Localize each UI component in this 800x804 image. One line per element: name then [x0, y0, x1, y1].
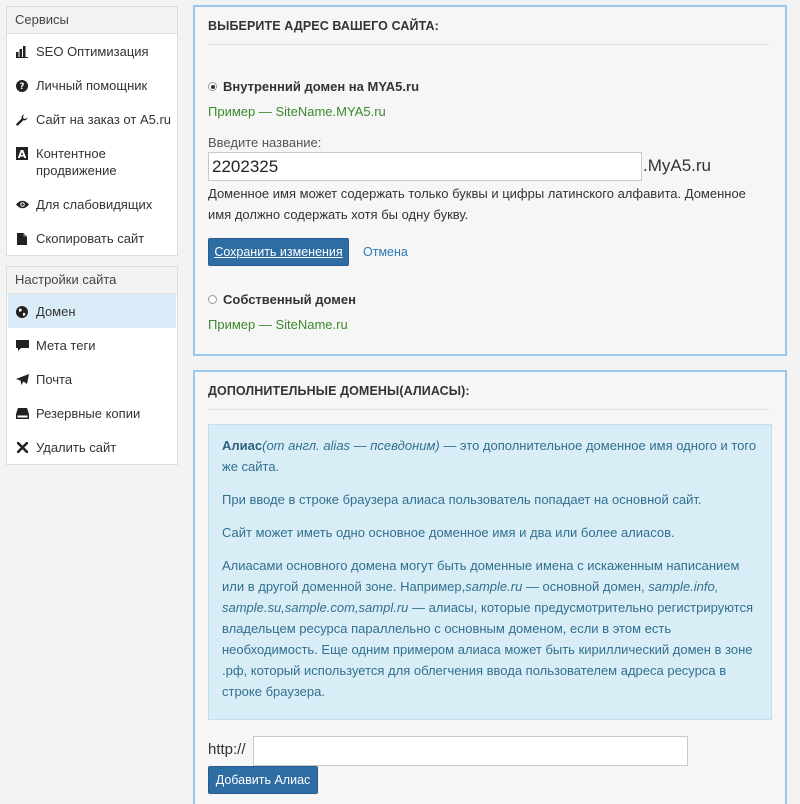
sidebar-item-content-promo[interactable]	[7, 136, 177, 187]
sidebar-item-meta-tags[interactable]	[7, 328, 177, 362]
svg-text:A: A	[17, 148, 27, 160]
alias-examples: Алиасами основного домена могут быть доменные имена с искаженным написанием или в другой доменной зоне. Например,sample.ru — основной домен, sample.info, sample.su,sample.com,sampl.ru — алиасы, которые предусмотрительно регистрируются владельцем ресурса параллельно с основным доменом, если в этом есть необходимость. Еще одним примером алиаса может быть кириллический домен в зоне .рф, который используется для облегчения ввода пользователем адреса ресурса в строке браузера.	[222, 558, 754, 699]
send-icon	[15, 371, 29, 388]
hdd-icon	[15, 405, 29, 422]
sidebar-item-label: SEO Оптимизация	[36, 44, 149, 59]
domain-name-label: Введите название:	[208, 135, 322, 150]
internal-domain-option[interactable]	[208, 79, 419, 94]
sidebar-item-label: Для слабовидящих	[36, 197, 153, 212]
sidebar-item-custom-site[interactable]	[7, 102, 177, 136]
domain-card	[193, 5, 787, 356]
site-settings-header: Настройки сайта	[7, 267, 177, 294]
sidebar-item-assistant[interactable]	[7, 68, 177, 102]
internal-domain-example: Пример — SiteName.MYA5.ru	[208, 104, 386, 119]
own-domain-label: Собственный домен	[223, 292, 356, 307]
sidebar-item-copy-site[interactable]	[7, 221, 177, 255]
alias-behaviour: При вводе в строке браузера алиаса пользователь попадает на основной сайт.	[222, 492, 702, 507]
close-icon	[15, 439, 29, 456]
services-panel	[6, 6, 178, 256]
sidebar-item-label: Мета теги	[36, 338, 96, 353]
question-circle-icon	[15, 77, 29, 94]
http-prefix: http://	[208, 741, 246, 758]
domain-name-input[interactable]	[208, 152, 642, 181]
bar-chart-icon	[15, 43, 29, 60]
alias-count: Сайт может иметь одно основное доменное имя и два или более алиасов.	[222, 525, 675, 540]
file-icon	[15, 230, 29, 247]
domain-card-title: ВЫБЕРИТЕ АДРЕС ВАШЕГО САЙТА:	[208, 7, 769, 45]
alias-definition: Алиас(от англ. alias — псевдоним) — это дополнительное доменное имя одного и того же сайта.	[222, 438, 757, 474]
services-header: Сервисы	[7, 7, 177, 34]
sidebar-item-mail[interactable]	[7, 362, 177, 396]
sidebar-item-accessibility[interactable]	[7, 187, 177, 221]
domain-hint: Доменное имя может содержать только буквы и цифры латинского алфавита. Доменное имя должно содержать хотя бы одну букву.	[208, 186, 746, 222]
sidebar-item-delete-site[interactable]	[7, 430, 177, 464]
add-alias-button[interactable]: Добавить Алиас	[208, 766, 318, 794]
sidebar-item-label: Почта	[36, 372, 73, 387]
own-domain-radio[interactable]	[208, 295, 217, 304]
svg-text:?: ?	[19, 81, 25, 92]
sidebar-item-label: Сайт на заказ от A5.ru	[36, 112, 172, 127]
sidebar-item-domain[interactable]	[8, 294, 176, 328]
sidebar-item-label: Резервные копии	[36, 406, 141, 421]
sidebar-item-backups[interactable]	[7, 396, 177, 430]
cancel-link[interactable]: Отмена	[363, 245, 408, 259]
eye-icon	[15, 196, 29, 213]
sidebar-item-label: Скопировать сайт	[36, 231, 145, 246]
save-button[interactable]: Сохранить изменения	[208, 238, 349, 266]
alias-input[interactable]	[253, 736, 688, 766]
wrench-icon	[15, 111, 29, 128]
sidebar-item-label: Личный помощник	[36, 78, 148, 93]
own-domain-option[interactable]	[208, 292, 356, 307]
comment-icon	[15, 337, 29, 354]
internal-domain-radio[interactable]	[208, 82, 217, 91]
font-icon	[15, 145, 29, 162]
sidebar-item-label: Домен	[36, 304, 76, 319]
sidebar-item-label: Удалить сайт	[36, 440, 117, 455]
aliases-card	[193, 370, 787, 804]
internal-domain-label: Внутренний домен на MYA5.ru	[223, 79, 420, 94]
globe-icon	[15, 303, 29, 320]
sidebar-item-seo[interactable]	[7, 34, 177, 68]
own-domain-example: Пример — SiteName.ru	[208, 317, 348, 332]
domain-suffix: .MyA5.ru	[643, 156, 712, 175]
alias-info-box	[208, 424, 772, 720]
aliases-card-title: ДОПОЛНИТЕЛЬНЫЕ ДОМЕНЫ(АЛИАСЫ):	[208, 372, 769, 410]
site-settings-panel	[6, 266, 178, 465]
sidebar-item-label: Контентное продвижение	[36, 146, 117, 178]
